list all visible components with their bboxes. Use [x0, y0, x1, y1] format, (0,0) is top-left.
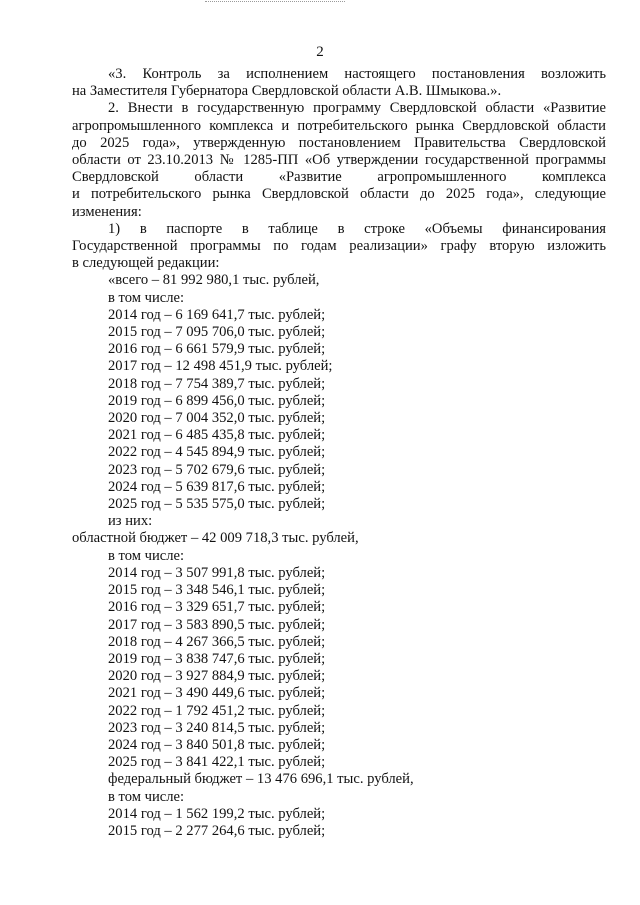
year-line: 2020 год – 3 927 884,9 тыс. рублей; — [108, 668, 326, 685]
year-line: 2016 год – 3 329 651,7 тыс. рублей; — [108, 599, 326, 616]
text-line: на Заместителя Губернатора Свердловской области А.В. Шмыкова.». — [72, 83, 502, 100]
year-line: 2024 год – 5 639 817,6 тыс. рублей; — [108, 478, 326, 495]
year-line: 2024 год – 3 840 501,8 тыс. рублей; — [108, 736, 326, 753]
year-line: 2022 год – 4 545 894,9 тыс. рублей; — [108, 444, 326, 461]
year-line: 2019 год – 3 838 747,6 тыс. рублей; — [108, 650, 326, 667]
funding-total-label: «всего – 81 992 980,1 тыс. рублей, — [108, 272, 320, 289]
year-line: 2014 год – 6 169 641,7 тыс. рублей; — [108, 306, 326, 323]
year-line: 2015 год – 7 095 706,0 тыс. рублей; — [108, 324, 326, 341]
paragraph-item-2 — [72, 100, 606, 220]
year-line: 2015 год – 2 277 264,6 тыс. рублей; — [108, 822, 326, 839]
year-line: 2023 год – 5 702 679,6 тыс. рублей; — [108, 461, 326, 478]
text-line: «3. Контроль за исполнением настоящего постановления возложить — [108, 66, 606, 82]
year-line: 2016 год – 6 661 579,9 тыс. рублей; — [108, 341, 326, 358]
paragraph-subitem-1 — [72, 221, 606, 273]
in-that-label: в том числе: — [108, 547, 185, 564]
funding-total-block — [72, 272, 606, 530]
federal-budget-label: федеральный бюджет – 13 476 696,1 тыс. рублей, — [108, 771, 414, 788]
text-line: и потребительского рынка Свердловской области до 2025 года», следующие — [72, 186, 606, 203]
funding-regional-block — [72, 530, 606, 771]
year-line: 2014 год – 3 507 991,8 тыс. рублей; — [108, 564, 326, 581]
year-line: 2017 год – 12 498 451,9 тыс. рублей; — [108, 358, 333, 375]
year-line: 2022 год – 1 792 451,2 тыс. рублей; — [108, 702, 326, 719]
text-line: 2. Внести в государственную программу Свердловской области «Развитие — [108, 100, 606, 117]
regional-budget-label: областной бюджет – 42 009 718,3 тыс. рублей, — [72, 530, 359, 547]
year-line: 2019 год – 6 899 456,0 тыс. рублей; — [108, 392, 326, 409]
of-them-label: из них: — [108, 513, 153, 530]
year-line: 2015 год – 3 348 546,1 тыс. рублей; — [108, 582, 326, 599]
year-line: 2018 год – 7 754 389,7 тыс. рублей; — [108, 375, 326, 392]
text-line: агропромышленного комплекса и потребительского рынка Свердловской области — [72, 117, 606, 134]
scan-artifact — [205, 1, 345, 10]
text-line: в следующей редакции: — [72, 255, 220, 272]
document-body — [72, 66, 606, 840]
funding-federal-block — [72, 771, 606, 840]
text-line: Свердловской области «Развитие агропромышленного комплекса — [72, 169, 606, 186]
text-line: 1) в паспорте в таблице в строке «Объемы финансирования — [108, 220, 606, 237]
year-line: 2025 год – 3 841 422,1 тыс. рублей; — [108, 754, 326, 771]
year-line: 2025 год – 5 535 575,0 тыс. рублей; — [108, 496, 326, 513]
year-line: 2017 год – 3 583 890,5 тыс. рублей; — [108, 616, 326, 633]
text-line: до 2025 года», утвержденную постановлением Правительства Свердловской — [72, 134, 606, 151]
year-line: 2021 год – 6 485 435,8 тыс. рублей; — [108, 427, 326, 444]
year-line: 2023 год – 3 240 814,5 тыс. рублей; — [108, 719, 326, 736]
year-line: 2020 год – 7 004 352,0 тыс. рублей; — [108, 410, 326, 427]
text-line: области от 23.10.2013 № 1285-ПП «Об утверждении государственной программы — [72, 152, 606, 169]
year-line: 2021 год – 3 490 449,6 тыс. рублей; — [108, 685, 326, 702]
year-line: 2018 год – 4 267 366,5 тыс. рублей; — [108, 633, 326, 650]
page-number: 2 — [316, 44, 324, 60]
text-line: Государственной программы по годам реализации» графу вторую изложить — [72, 238, 606, 255]
paragraph-clause-3 — [72, 66, 606, 100]
in-that-label: в том числе: — [108, 289, 185, 306]
year-line: 2014 год – 1 562 199,2 тыс. рублей; — [108, 805, 326, 822]
text-line: изменения: — [72, 203, 142, 220]
in-that-label: в том числе: — [108, 788, 185, 805]
